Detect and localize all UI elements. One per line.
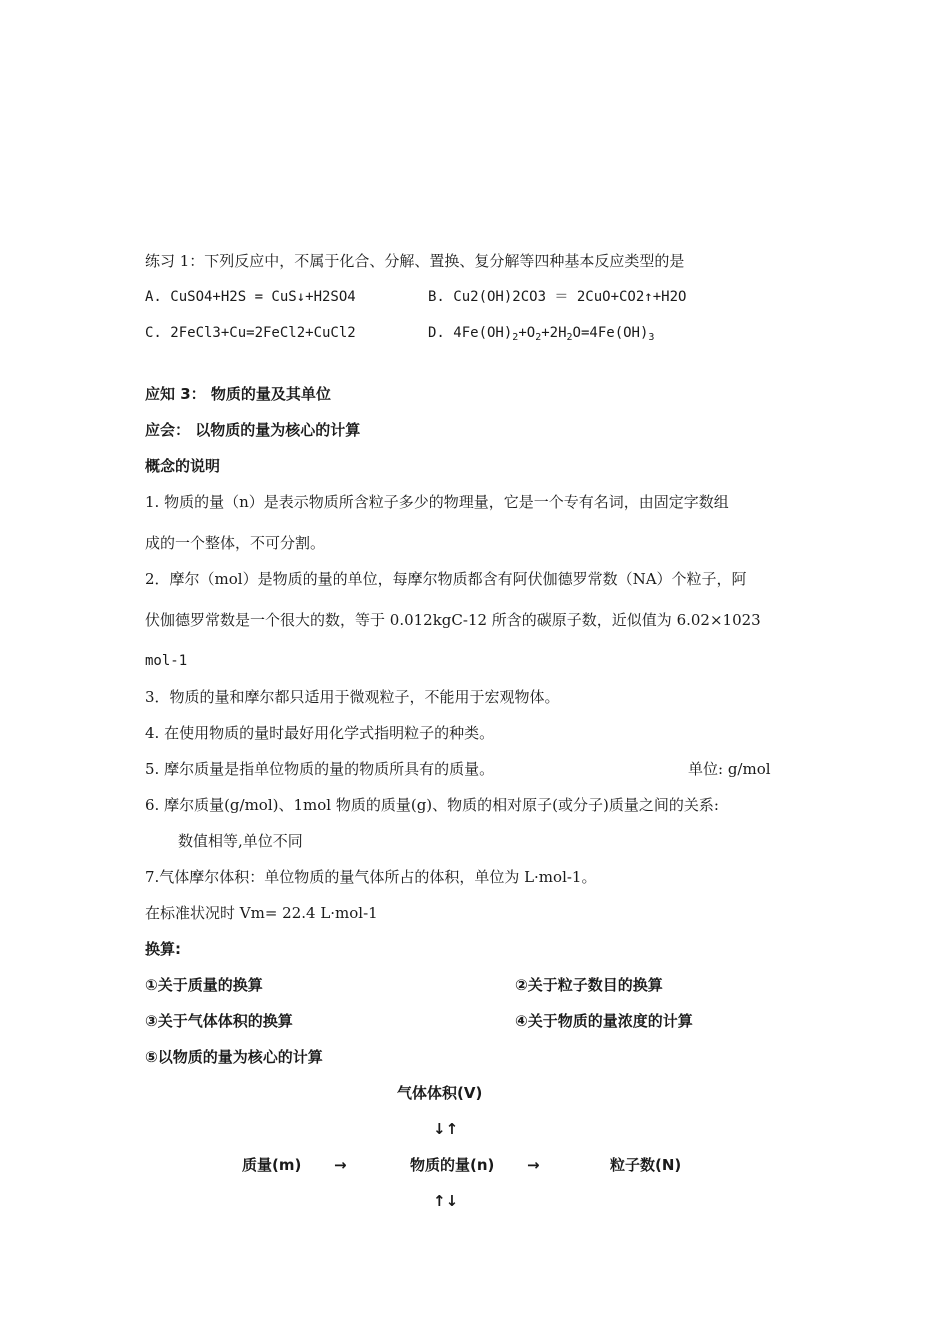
diagram-arrow-right: → xyxy=(527,1156,540,1174)
point-1-line-2: 成的一个整体，不可分割。 xyxy=(145,534,326,552)
option-a: A. CuSO4+H2S = CuS↓+H2SO4 xyxy=(145,289,356,305)
conversion-heading: 换算: xyxy=(145,940,181,958)
point-5: 5. 摩尔质量是指单位物质的量的物质所具有的质量。 xyxy=(145,760,495,778)
diagram-gas-volume: 气体体积(V) xyxy=(397,1084,483,1102)
conversion-item-4: ④关于物质的量浓度的计算 xyxy=(515,1012,693,1030)
point-6-line-1: 6. 摩尔质量(g/mol)、1mol 物质的质量(g)、物质的相对原子(或分子)质量之间的关系: xyxy=(145,796,719,814)
option-b: B. Cu2(OH)2CO3 ＝ 2CuO+CO2↑+H2O xyxy=(428,289,687,305)
heading-know: 应知 3： 物质的量及其单位 xyxy=(145,385,331,403)
diagram-amount-of-substance: 物质的量(n) xyxy=(410,1156,495,1174)
diagram-mass: 质量(m) xyxy=(242,1156,302,1174)
diagram-arrow-left: → xyxy=(334,1156,347,1174)
point-3: 3．物质的量和摩尔都只适用于微观粒子，不能用于宏观物体。 xyxy=(145,688,560,706)
point-7: 7.气体摩尔体积：单位物质的量气体所占的体积，单位为 L·mol-1。 xyxy=(145,868,597,886)
point-5-unit: 单位: g/mol xyxy=(688,760,771,778)
conversion-item-3: ③关于气体体积的换算 xyxy=(145,1012,293,1030)
diagram-arrows-bottom: ↑↓ xyxy=(433,1192,459,1210)
exercise-stem: 练习 1：下列反应中，不属于化合、分解、置换、复分解等四种基本反应类型的是 xyxy=(145,252,685,270)
point-2-line-3: mol-1 xyxy=(145,653,188,669)
point-6-line-2: 数值相等,单位不同 xyxy=(178,832,303,850)
conversion-item-2: ②关于粒子数目的换算 xyxy=(515,976,663,994)
point-2-line-1: 2．摩尔（mol）是物质的量的单位，每摩尔物质都含有阿伏伽德罗常数（NA）个粒子，阿 xyxy=(145,570,747,588)
heading-concept: 概念的说明 xyxy=(145,457,221,475)
conversion-item-1: ①关于质量的换算 xyxy=(145,976,263,994)
diagram-arrows-top: ↓↑ xyxy=(433,1120,459,1138)
point-4: 4. 在使用物质的量时最好用化学式指明粒子的种类。 xyxy=(145,724,495,742)
point-1-line-1: 1. 物质的量（n）是表示物质所含粒子多少的物理量，它是一个专有名词，由固定字数组 xyxy=(145,493,729,511)
conversion-item-5: ⑤以物质的量为核心的计算 xyxy=(145,1048,323,1066)
diagram-particle-number: 粒子数(N) xyxy=(610,1156,682,1174)
option-d: D. $4Fe(OH)_2+O_2+2H_2O=4Fe(OH)_3$ xyxy=(428,325,655,343)
point-2-line-2: 伏伽德罗常数是一个很大的数，等于 0.012kgC-12 所含的碳原子数，近似值为 6.02×1023 xyxy=(145,611,761,629)
point-7-standard: 在标准状况时 Vm= 22.4 L·mol-1 xyxy=(145,904,378,922)
heading-can: 应会： 以物质的量为核心的计算 xyxy=(145,421,361,439)
option-c: C. 2FeCl3+Cu=2FeCl2+CuCl2 xyxy=(145,325,356,341)
